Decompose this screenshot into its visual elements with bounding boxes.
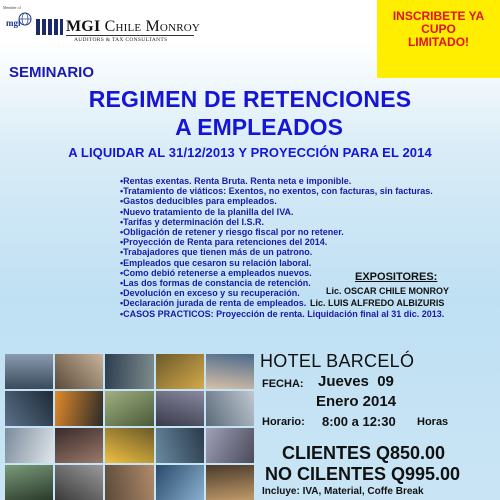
logo-tagline: AUDITORS & TAX CONSULTANTS <box>74 37 168 43</box>
venue-name: HOTEL BARCELÓ <box>260 351 415 371</box>
photo-collage <box>5 354 254 500</box>
topic-item: •Nuevo tratamiento de la planilla del IVA. <box>120 206 294 217</box>
topic-item: •Devolución en exceso y su recuperación. <box>120 288 300 299</box>
topic-item: •Como debió retenerse a empleados nuevos. <box>120 267 312 278</box>
logo-divider <box>66 35 194 36</box>
logo-mgi: MGI <box>66 18 101 35</box>
worker-helmet-photo <box>105 428 153 463</box>
factory-photo <box>5 391 53 426</box>
member-of-label: Member of <box>3 5 21 10</box>
engineer-photo <box>5 354 53 389</box>
company-logo <box>66 18 200 36</box>
speakers-heading: EXPOSITORES: <box>355 271 438 283</box>
team-photo <box>5 465 53 500</box>
seminar-subtitle: A LIQUIDAR AL 31/12/2013 Y PROYECCIÓN PARA EL 2014 <box>68 145 432 160</box>
topic-item: •Tarifas y determinación del I.S.R. <box>120 216 265 227</box>
engineers-photo <box>206 428 254 463</box>
price-includes: Incluye: IVA, Material, Coffe Break <box>262 486 424 497</box>
topic-item: •Obligación de retener y riesgo fiscal por no retener. <box>120 227 344 238</box>
schedule-label: Horario: <box>262 416 305 428</box>
mgi-member-logo: mgi <box>6 18 21 28</box>
lab-photo <box>5 428 53 463</box>
office-workers-photo <box>55 354 103 389</box>
price-clients: CLIENTES Q850.00 <box>282 443 446 463</box>
topic-item: •Empleados que cesaron su relación laboral. <box>120 257 312 268</box>
badge-line: INSCRIBETE YA <box>392 9 485 23</box>
workers-photo <box>206 465 254 500</box>
signup-badge[interactable] <box>377 0 500 78</box>
date-label: FECHA: <box>262 378 304 390</box>
machine-photo <box>55 465 103 500</box>
topic-item: •CASOS PRACTICOS: Proyección de renta. Liquidación final al 31 dic. 2013. <box>120 308 445 319</box>
badge-line: LIMITADO! <box>407 35 470 49</box>
seminar-title-line2: A EMPLEADOS <box>175 114 343 140</box>
crane-photo <box>105 465 153 500</box>
logo-name: Chile Monroy <box>104 18 201 35</box>
schedule-unit: Horas <box>417 416 449 428</box>
price-non-clients: NO CILENTES Q995.00 <box>265 464 461 484</box>
construction-photo <box>105 391 153 426</box>
topic-item: •Declaración jurada de renta de empleados. <box>120 298 307 309</box>
speaker-name: Lic. LUIS ALFREDO ALBIZURIS <box>310 298 445 308</box>
seminar-label: SEMINARIO <box>9 64 95 81</box>
topic-item: •Las dos formas de constancia de retención. <box>120 278 311 289</box>
plant-photo <box>156 465 204 500</box>
topic-item: •Trabajadores que tienen más de un patrono. <box>120 247 313 258</box>
date-month-year: Enero 2014 <box>316 393 397 410</box>
schedule-value: 8:00 a 12:30 <box>322 414 396 429</box>
operator-photo <box>156 428 204 463</box>
technician-photo <box>206 391 254 426</box>
call-center-photo <box>206 354 254 389</box>
topic-item: •Proyección de Renta para retenciones del 2014. <box>120 237 328 248</box>
topic-item: •Gastos deducibles para empleados. <box>120 196 277 207</box>
meeting-photo <box>55 428 103 463</box>
date-weekday: Jueves 09 <box>318 373 394 390</box>
industrial-worker-photo <box>156 354 204 389</box>
topic-item: •Tratamiento de viáticos: Exentos, no exentos, con facturas, sin facturas. <box>120 186 433 197</box>
badge-line: CUPO <box>421 22 456 36</box>
mgi-logo-icon <box>36 17 64 37</box>
businessman-photo <box>105 354 153 389</box>
seminar-title-line1: REGIMEN DE RETENCIONES <box>88 86 412 112</box>
topic-item: •Rentas exentas. Renta Bruta. Renta neta e imponible. <box>120 176 352 186</box>
speaker-name: Lic. OSCAR CHILE MONROY <box>326 286 450 296</box>
warehouse-photo <box>156 391 204 426</box>
welder-photo <box>55 391 103 426</box>
